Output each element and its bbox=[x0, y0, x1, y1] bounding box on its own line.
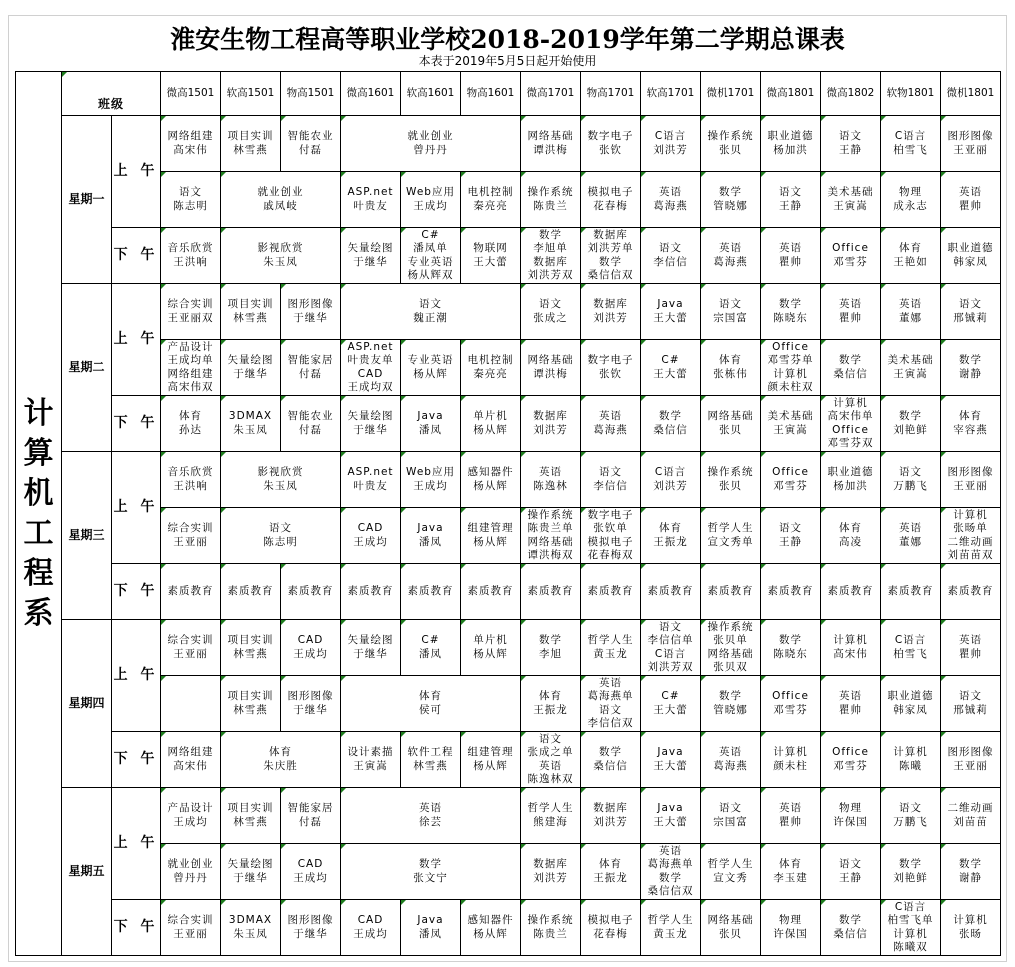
schedule-cell[interactable]: 图形图像 王亚丽 bbox=[941, 116, 1001, 172]
schedule-cell[interactable]: 网络基础 张贝 bbox=[701, 396, 761, 452]
department-label bbox=[16, 72, 62, 956]
schedule-cell[interactable]: 电机控制 秦亮亮 bbox=[461, 172, 521, 228]
schedule-cell[interactable]: 物理 许保国 bbox=[821, 788, 881, 844]
afternoon-label: 下 午 bbox=[112, 732, 161, 788]
schedule-cell[interactable]: 数据库 刘洪芳 bbox=[581, 788, 641, 844]
schedule-cell[interactable]: 组建管理 杨从辉 bbox=[461, 732, 521, 788]
schedule-cell[interactable]: 数学 谢静 bbox=[941, 340, 1001, 396]
schedule-cell[interactable]: Web应用 王成均 bbox=[401, 452, 461, 508]
schedule-cell[interactable]: 英语 瞿帅 bbox=[821, 284, 881, 340]
schedule-cell[interactable]: 产品设计 王成均 bbox=[161, 788, 221, 844]
schedule-cell[interactable]: 语文 李信信单 C语言 刘洪芳双 bbox=[641, 620, 701, 676]
schedule-cell[interactable]: 语文 万鹏飞 bbox=[881, 452, 941, 508]
schedule-cell[interactable]: 操作系统 张贝单 网络基础 张贝双 bbox=[701, 620, 761, 676]
class-column-header: 软高1601 bbox=[401, 72, 461, 116]
afternoon-label: 下 午 bbox=[112, 396, 161, 452]
schedule-cell[interactable]: 体育 侯可 bbox=[341, 676, 521, 732]
schedule-cell[interactable]: 语文 万鹏飞 bbox=[881, 788, 941, 844]
class-column-header: 微高1802 bbox=[821, 72, 881, 116]
schedule-cell[interactable]: 就业创业 曾丹丹 bbox=[161, 844, 221, 900]
schedule-cell[interactable]: 感知器件 杨从辉 bbox=[461, 900, 521, 956]
schedule-cell[interactable]: C语言 柏雪飞单 计算机 陈曦双 bbox=[881, 900, 941, 956]
schedule-cell[interactable]: 模拟电子 花春梅 bbox=[581, 900, 641, 956]
schedule-cell[interactable]: 计算机 颜未柱 bbox=[761, 732, 821, 788]
schedule-cell[interactable]: 操作系统 陈贵兰 bbox=[521, 900, 581, 956]
schedule-cell[interactable]: 3DMAX 朱玉凤 bbox=[221, 396, 281, 452]
schedule-cell[interactable]: 英语 葛海燕 bbox=[701, 228, 761, 284]
schedule-cell[interactable]: Office 邓雪芬单 计算机 颜未柱双 bbox=[761, 340, 821, 396]
schedule-cell[interactable]: 设计素描 王寅嵩 bbox=[341, 732, 401, 788]
schedule-cell[interactable]: 职业道德 杨加洪 bbox=[821, 452, 881, 508]
schedule-cell[interactable]: 数学 管晓娜 bbox=[701, 676, 761, 732]
schedule-cell[interactable]: 数学 张文宁 bbox=[341, 844, 521, 900]
schedule-cell[interactable]: 数字电子 张钦单 模拟电子 花春梅双 bbox=[581, 508, 641, 564]
schedule-cell[interactable]: 数学 管晓娜 bbox=[701, 172, 761, 228]
schedule-cell[interactable]: CAD 王成均 bbox=[341, 900, 401, 956]
department-char: 算 bbox=[23, 435, 54, 471]
schedule-cell[interactable]: 素质教育 bbox=[341, 564, 401, 620]
schedule-cell[interactable]: 数学 李旭单 数据库 刘洪芳双 bbox=[521, 228, 581, 284]
schedule-cell[interactable]: 智能家居 付磊 bbox=[281, 340, 341, 396]
schedule-cell[interactable]: 体育 李玉建 bbox=[761, 844, 821, 900]
schedule-cell[interactable]: 语文 王静 bbox=[761, 172, 821, 228]
schedule-cell[interactable]: 数字电子 张钦 bbox=[581, 116, 641, 172]
schedule-cell[interactable]: 体育 孙达 bbox=[161, 396, 221, 452]
schedule-cell[interactable]: 3DMAX 朱玉凤 bbox=[221, 900, 281, 956]
schedule-cell[interactable]: 语文 陈志明 bbox=[161, 172, 221, 228]
class-column-header: 微机1801 bbox=[941, 72, 1001, 116]
schedule-cell[interactable]: 项目实训 林雪燕 bbox=[221, 620, 281, 676]
schedule-cell[interactable]: 矢量绘图 于继华 bbox=[341, 396, 401, 452]
schedule-cell[interactable]: C# 王大蕾 bbox=[641, 676, 701, 732]
schedule-cell[interactable]: 英语 瞿帅 bbox=[941, 620, 1001, 676]
schedule-cell[interactable]: 数学 桑信信 bbox=[821, 900, 881, 956]
schedule-cell[interactable]: 数学 刘艳鲜 bbox=[881, 396, 941, 452]
table-row bbox=[16, 396, 1001, 452]
schedule-cell[interactable]: 项目实训 林雪燕 bbox=[221, 788, 281, 844]
schedule-cell[interactable]: 语文 李信信 bbox=[581, 452, 641, 508]
schedule-cell[interactable]: 数据库 刘洪芳单 数学 桑信信双 bbox=[581, 228, 641, 284]
table-row bbox=[16, 620, 1001, 676]
schedule-cell[interactable]: C语言 刘洪芳 bbox=[641, 116, 701, 172]
morning-label: 上 午 bbox=[112, 788, 161, 900]
schedule-cell[interactable]: 体育 王振龙 bbox=[641, 508, 701, 564]
class-column-header: 软高1501 bbox=[221, 72, 281, 116]
schedule-cell[interactable]: 美术基础 王寅嵩 bbox=[761, 396, 821, 452]
schedule-cell[interactable]: 英语 葛海燕单 语文 李信信双 bbox=[581, 676, 641, 732]
schedule-cell[interactable]: 计算机 陈曦 bbox=[881, 732, 941, 788]
class-column-header: 微机1701 bbox=[701, 72, 761, 116]
schedule-cell[interactable]: ASP.net 叶贵友单 CAD 王成均双 bbox=[341, 340, 401, 396]
schedule-cell[interactable]: 矢量绘图 于继华 bbox=[221, 340, 281, 396]
day-label: 星期三 bbox=[62, 452, 112, 620]
schedule-cell[interactable]: Java 王大蕾 bbox=[641, 732, 701, 788]
schedule-cell[interactable]: 素质教育 bbox=[701, 564, 761, 620]
schedule-cell[interactable]: 模拟电子 花春梅 bbox=[581, 172, 641, 228]
class-column-header: 微高1601 bbox=[341, 72, 401, 116]
table-row bbox=[16, 676, 1001, 732]
department-char: 工 bbox=[23, 515, 54, 551]
schedule-cell[interactable]: 计算机 高宋伟单 Office 邓雪芬双 bbox=[821, 396, 881, 452]
schedule-cell[interactable]: 数学 谢静 bbox=[941, 844, 1001, 900]
schedule-cell[interactable]: 计算机 张旸单 二维动画 刘苗苗双 bbox=[941, 508, 1001, 564]
schedule-cell[interactable]: 音乐欣赏 王洪响 bbox=[161, 228, 221, 284]
schedule-cell[interactable]: 综合实训 王亚丽 bbox=[161, 508, 221, 564]
schedule-cell[interactable]: 专业英语 杨从辉 bbox=[401, 340, 461, 396]
schedule-cell[interactable]: 综合实训 王亚丽 bbox=[161, 900, 221, 956]
schedule-cell[interactable]: 综合实训 王亚丽 bbox=[161, 620, 221, 676]
schedule-cell[interactable]: 英语 葛海燕 bbox=[581, 396, 641, 452]
schedule-cell[interactable]: 数据库 刘洪芳 bbox=[521, 396, 581, 452]
schedule-cell[interactable]: 矢量绘图 于继华 bbox=[341, 228, 401, 284]
schedule-cell[interactable]: Java 潘凤 bbox=[401, 508, 461, 564]
schedule-cell[interactable]: 计算机 张旸 bbox=[941, 900, 1001, 956]
schedule-cell[interactable]: 英语 董娜 bbox=[881, 508, 941, 564]
schedule-cell[interactable]: 网络基础 谭洪梅 bbox=[521, 340, 581, 396]
table-row bbox=[16, 228, 1001, 284]
schedule-cell[interactable]: 素质教育 bbox=[761, 564, 821, 620]
schedule-cell[interactable]: 感知器件 杨从辉 bbox=[461, 452, 521, 508]
schedule-cell[interactable]: 数学 刘艳鲜 bbox=[881, 844, 941, 900]
schedule-cell[interactable]: 语文 邢铖莉 bbox=[941, 284, 1001, 340]
schedule-cell[interactable]: 音乐欣赏 王洪响 bbox=[161, 452, 221, 508]
day-label: 星期四 bbox=[62, 620, 112, 788]
schedule-cell[interactable]: 软件工程 林雪燕 bbox=[401, 732, 461, 788]
schedule-cell[interactable]: 语文 邢铖莉 bbox=[941, 676, 1001, 732]
schedule-cell[interactable]: 哲学人生 黄玉龙 bbox=[641, 900, 701, 956]
class-column-header: 物高1701 bbox=[581, 72, 641, 116]
schedule-cell[interactable]: 矢量绘图 于继华 bbox=[341, 620, 401, 676]
schedule-cell[interactable]: 英语 葛海燕 bbox=[701, 732, 761, 788]
schedule-cell[interactable]: 素质教育 bbox=[461, 564, 521, 620]
schedule-cell[interactable]: 英语 董娜 bbox=[881, 284, 941, 340]
page-subtitle: 本表于2019年5月5日起开始使用 bbox=[418, 54, 597, 68]
timetable bbox=[15, 71, 1001, 956]
schedule-cell[interactable]: 素质教育 bbox=[881, 564, 941, 620]
schedule-cell[interactable]: 网络基础 谭洪梅 bbox=[521, 116, 581, 172]
schedule-cell[interactable]: 智能家居 付磊 bbox=[281, 788, 341, 844]
schedule-cell[interactable]: 网络组建 高宋伟 bbox=[161, 732, 221, 788]
schedule-cell[interactable]: 操作系统 张贝 bbox=[701, 452, 761, 508]
morning-label: 上 午 bbox=[112, 116, 161, 228]
day-label: 星期二 bbox=[62, 284, 112, 452]
schedule-cell[interactable]: 英语 陈逸林 bbox=[521, 452, 581, 508]
table-row bbox=[16, 116, 1001, 172]
department-char: 机 bbox=[23, 475, 54, 511]
schedule-cell[interactable]: 英语 瞿帅 bbox=[821, 676, 881, 732]
table-row bbox=[16, 732, 1001, 788]
schedule-cell[interactable]: 影视欣赏 朱玉凤 bbox=[221, 452, 341, 508]
schedule-cell[interactable]: 语文 李信信 bbox=[641, 228, 701, 284]
schedule-cell[interactable]: 数据库 刘洪芳 bbox=[581, 284, 641, 340]
schedule-cell[interactable]: 职业道德 杨加洪 bbox=[761, 116, 821, 172]
table-row bbox=[16, 508, 1001, 564]
schedule-cell[interactable]: 项目实训 林雪燕 bbox=[221, 676, 281, 732]
schedule-cell[interactable]: 体育 高凌 bbox=[821, 508, 881, 564]
class-column-header: 微高1501 bbox=[161, 72, 221, 116]
afternoon-label: 下 午 bbox=[112, 900, 161, 956]
schedule-cell[interactable]: C# 潘凤 bbox=[401, 620, 461, 676]
schedule-cell[interactable]: 数据库 刘洪芳 bbox=[521, 844, 581, 900]
schedule-cell[interactable]: 智能农业 付磊 bbox=[281, 116, 341, 172]
class-column-header: 微高1701 bbox=[521, 72, 581, 116]
schedule-cell[interactable]: C# 王大蕾 bbox=[641, 340, 701, 396]
schedule-cell[interactable]: 物理 成永志 bbox=[881, 172, 941, 228]
schedule-cell[interactable]: 英语 徐芸 bbox=[341, 788, 521, 844]
schedule-cell[interactable]: 素质教育 bbox=[521, 564, 581, 620]
schedule-cell[interactable]: 英语 葛海燕 bbox=[641, 172, 701, 228]
schedule-cell[interactable]: ASP.net 叶贵友 bbox=[341, 452, 401, 508]
schedule-cell[interactable]: 素质教育 bbox=[941, 564, 1001, 620]
schedule-cell[interactable]: 素质教育 bbox=[401, 564, 461, 620]
schedule-cell[interactable]: 项目实训 林雪燕 bbox=[221, 284, 281, 340]
schedule-cell[interactable]: 图形图像 于继华 bbox=[281, 676, 341, 732]
schedule-cell[interactable]: 素质教育 bbox=[641, 564, 701, 620]
schedule-cell[interactable]: 操作系统 陈贵兰单 网络基础 谭洪梅双 bbox=[521, 508, 581, 564]
schedule-cell[interactable]: 数学 桑信信 bbox=[821, 340, 881, 396]
schedule-cell[interactable]: 英语 葛海燕单 数学 桑信信双 bbox=[641, 844, 701, 900]
schedule-cell[interactable]: Java 王大蕾 bbox=[641, 788, 701, 844]
schedule-cell[interactable]: 体育 张栋伟 bbox=[701, 340, 761, 396]
schedule-cell[interactable]: CAD 王成均 bbox=[341, 508, 401, 564]
schedule-cell[interactable]: 哲学人生 熊建海 bbox=[521, 788, 581, 844]
schedule-cell[interactable]: 数学 桑信信 bbox=[641, 396, 701, 452]
schedule-cell[interactable]: 图形图像 王亚丽 bbox=[941, 452, 1001, 508]
schedule-cell[interactable]: 图形图像 王亚丽 bbox=[941, 732, 1001, 788]
schedule-cell[interactable]: 图形图像 于继华 bbox=[281, 284, 341, 340]
schedule-cell[interactable]: C语言 刘洪芳 bbox=[641, 452, 701, 508]
schedule-cell[interactable]: 单片机 杨从辉 bbox=[461, 620, 521, 676]
schedule-cell[interactable]: 职业道德 韩家凤 bbox=[941, 228, 1001, 284]
schedule-cell[interactable]: 就业创业 戚凤岐 bbox=[221, 172, 341, 228]
schedule-cell[interactable]: 网络基础 张贝 bbox=[701, 900, 761, 956]
schedule-cell[interactable]: 体育 宰容燕 bbox=[941, 396, 1001, 452]
schedule-cell[interactable]: 素质教育 bbox=[581, 564, 641, 620]
schedule-cell[interactable]: 哲学人生 宣文秀 bbox=[701, 844, 761, 900]
table-row bbox=[16, 844, 1001, 900]
schedule-cell[interactable]: Office 邓雪芬 bbox=[761, 676, 821, 732]
schedule-cell[interactable]: 素质教育 bbox=[161, 564, 221, 620]
schedule-cell[interactable]: C语言 柏雪飞 bbox=[881, 620, 941, 676]
schedule-cell[interactable]: 语文 王静 bbox=[821, 844, 881, 900]
schedule-cell[interactable]: Java 潘凤 bbox=[401, 900, 461, 956]
department-char: 程 bbox=[23, 555, 54, 591]
afternoon-label: 下 午 bbox=[112, 564, 161, 620]
schedule-cell[interactable]: 英语 瞿帅 bbox=[761, 788, 821, 844]
schedule-cell[interactable]: 语文 宗国富 bbox=[701, 284, 761, 340]
schedule-cell[interactable]: 英语 瞿帅 bbox=[941, 172, 1001, 228]
schedule-cell[interactable]: 矢量绘图 于继华 bbox=[221, 844, 281, 900]
schedule-cell[interactable]: 美术基础 王寅嵩 bbox=[821, 172, 881, 228]
schedule-cell[interactable]: 综合实训 王亚丽双 bbox=[161, 284, 221, 340]
schedule-cell[interactable]: 语文 魏正潮 bbox=[341, 284, 521, 340]
schedule-cell[interactable]: 数字电子 张钦 bbox=[581, 340, 641, 396]
schedule-cell[interactable] bbox=[161, 676, 221, 732]
schedule-cell[interactable]: 智能农业 付磊 bbox=[281, 396, 341, 452]
schedule-cell[interactable]: 物理 许保国 bbox=[761, 900, 821, 956]
schedule-cell[interactable]: 计算机 高宋伟 bbox=[821, 620, 881, 676]
table-row bbox=[16, 340, 1001, 396]
day-label: 星期五 bbox=[62, 788, 112, 956]
schedule-cell[interactable]: C语言 柏雪飞 bbox=[881, 116, 941, 172]
schedule-cell[interactable]: 体育 王振龙 bbox=[581, 844, 641, 900]
class-column-header: 物高1501 bbox=[281, 72, 341, 116]
schedule-cell[interactable]: 组建管理 杨从辉 bbox=[461, 508, 521, 564]
schedule-cell[interactable]: 操作系统 陈贵兰 bbox=[521, 172, 581, 228]
schedule-cell[interactable]: 数学 李旭 bbox=[521, 620, 581, 676]
schedule-cell[interactable]: 美术基础 王寅嵩 bbox=[881, 340, 941, 396]
morning-label: 上 午 bbox=[112, 284, 161, 396]
schedule-cell[interactable]: 素质教育 bbox=[221, 564, 281, 620]
morning-label: 上 午 bbox=[112, 620, 161, 732]
table-row bbox=[16, 284, 1001, 340]
class-column-header: 软物1801 bbox=[881, 72, 941, 116]
schedule-cell[interactable]: 体育 王振龙 bbox=[521, 676, 581, 732]
schedule-cell[interactable]: 语文 张成之单 英语 陈逸林双 bbox=[521, 732, 581, 788]
schedule-cell[interactable]: ASP.net 叶贵友 bbox=[341, 172, 401, 228]
class-column-header: 微高1801 bbox=[761, 72, 821, 116]
schedule-cell[interactable]: 语文 宗国富 bbox=[701, 788, 761, 844]
department-char: 系 bbox=[23, 595, 54, 631]
day-label: 星期一 bbox=[62, 116, 112, 284]
schedule-cell[interactable]: 就业创业 曾丹丹 bbox=[341, 116, 521, 172]
class-column-header: 软高1701 bbox=[641, 72, 701, 116]
schedule-cell[interactable]: 职业道德 韩家凤 bbox=[881, 676, 941, 732]
schedule-cell[interactable]: 哲学人生 宣文秀单 bbox=[701, 508, 761, 564]
schedule-cell[interactable]: 素质教育 bbox=[281, 564, 341, 620]
schedule-cell[interactable]: 电机控制 秦亮亮 bbox=[461, 340, 521, 396]
schedule-cell[interactable]: 物联网 王大蕾 bbox=[461, 228, 521, 284]
table-row bbox=[16, 172, 1001, 228]
class-column-header: 物高1601 bbox=[461, 72, 521, 116]
afternoon-label: 下 午 bbox=[112, 228, 161, 284]
table-row bbox=[16, 900, 1001, 956]
table-row bbox=[16, 788, 1001, 844]
schedule-cell[interactable]: 数学 陈晓东 bbox=[761, 284, 821, 340]
class-header: 班级 bbox=[62, 72, 161, 116]
header-row bbox=[16, 72, 1001, 116]
schedule-cell[interactable]: Web应用 王成均 bbox=[401, 172, 461, 228]
schedule-cell[interactable]: Java 潘凤 bbox=[401, 396, 461, 452]
schedule-cell[interactable]: 数学 陈晓东 bbox=[761, 620, 821, 676]
schedule-cell[interactable]: 英语 瞿帅 bbox=[761, 228, 821, 284]
schedule-cell[interactable]: 图形图像 于继华 bbox=[281, 900, 341, 956]
table-row bbox=[16, 564, 1001, 620]
schedule-cell[interactable]: CAD 王成均 bbox=[281, 620, 341, 676]
table-row bbox=[16, 452, 1001, 508]
schedule-cell[interactable]: 产品设计 王成均单 网络组建 高宋伟双 bbox=[161, 340, 221, 396]
schedule-cell[interactable]: 体育 朱庆胜 bbox=[221, 732, 341, 788]
schedule-cell[interactable]: C# 潘凤单 专业英语 杨从辉双 bbox=[401, 228, 461, 284]
schedule-cell[interactable]: 语文 王静 bbox=[761, 508, 821, 564]
schedule-cell[interactable]: 哲学人生 黄玉龙 bbox=[581, 620, 641, 676]
page-title: 淮安生物工程高等职业学校2018-2019学年第二学期总课表 bbox=[170, 25, 845, 54]
schedule-cell[interactable]: 素质教育 bbox=[821, 564, 881, 620]
schedule-cell[interactable]: Office 邓雪芬 bbox=[821, 228, 881, 284]
schedule-cell[interactable]: Office 邓雪芬 bbox=[761, 452, 821, 508]
schedule-cell[interactable]: 语文 陈志明 bbox=[221, 508, 341, 564]
schedule-cell[interactable]: 操作系统 张贝 bbox=[701, 116, 761, 172]
schedule-cell[interactable]: 体育 王艳如 bbox=[881, 228, 941, 284]
schedule-cell[interactable]: 影视欣赏 朱玉凤 bbox=[221, 228, 341, 284]
schedule-cell[interactable]: Office 邓雪芬 bbox=[821, 732, 881, 788]
schedule-cell[interactable]: 数学 桑信信 bbox=[581, 732, 641, 788]
schedule-cell[interactable]: 语文 王静 bbox=[821, 116, 881, 172]
morning-label: 上 午 bbox=[112, 452, 161, 564]
schedule-cell[interactable]: Java 王大蕾 bbox=[641, 284, 701, 340]
schedule-cell[interactable]: 二维动画 刘苗苗 bbox=[941, 788, 1001, 844]
schedule-cell[interactable]: 语文 张成之 bbox=[521, 284, 581, 340]
schedule-cell[interactable]: CAD 王成均 bbox=[281, 844, 341, 900]
department-char: 计 bbox=[23, 395, 54, 431]
schedule-cell[interactable]: 单片机 杨从辉 bbox=[461, 396, 521, 452]
schedule-cell[interactable]: 项目实训 林雪燕 bbox=[221, 116, 281, 172]
schedule-cell[interactable]: 网络组建 高宋伟 bbox=[161, 116, 221, 172]
